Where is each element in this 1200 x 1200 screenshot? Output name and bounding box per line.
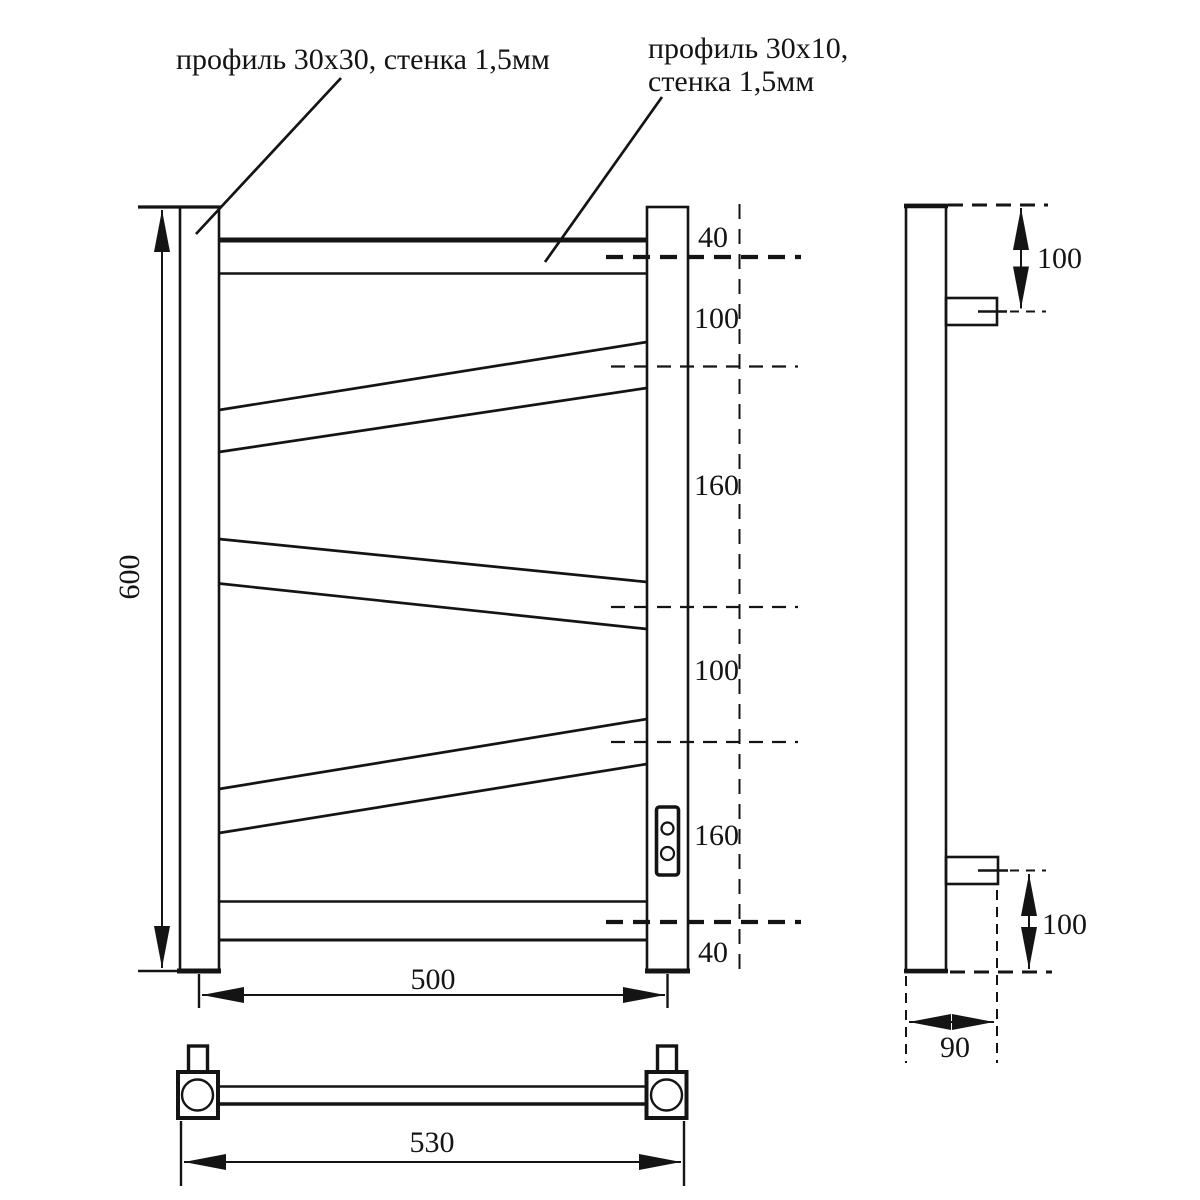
spacing-label-40-top: 40 [698, 221, 728, 254]
post-profile-annotation: профиль 30x30, стенка 1,5мм [176, 43, 550, 76]
spacing-label-100-upper: 100 [694, 302, 739, 335]
spacing-label-100-lower: 100 [694, 654, 739, 687]
bottom-offset-label: 100 [1042, 908, 1087, 941]
width-label: 500 [410, 963, 456, 996]
height-label: 600 [113, 554, 146, 600]
top-offset-label: 100 [1037, 242, 1082, 275]
spacing-label-160-upper: 160 [694, 469, 739, 502]
overall-width-label: 530 [409, 1126, 455, 1159]
spacing-label-160-lower: 160 [694, 819, 739, 852]
rung-profile-annotation-line2: стенка 1,5мм [648, 65, 815, 98]
rung-profile-annotation-line1: профиль 30x10, [648, 32, 849, 65]
spacing-label-40-bottom: 40 [698, 936, 728, 969]
depth-label: 90 [940, 1031, 970, 1064]
